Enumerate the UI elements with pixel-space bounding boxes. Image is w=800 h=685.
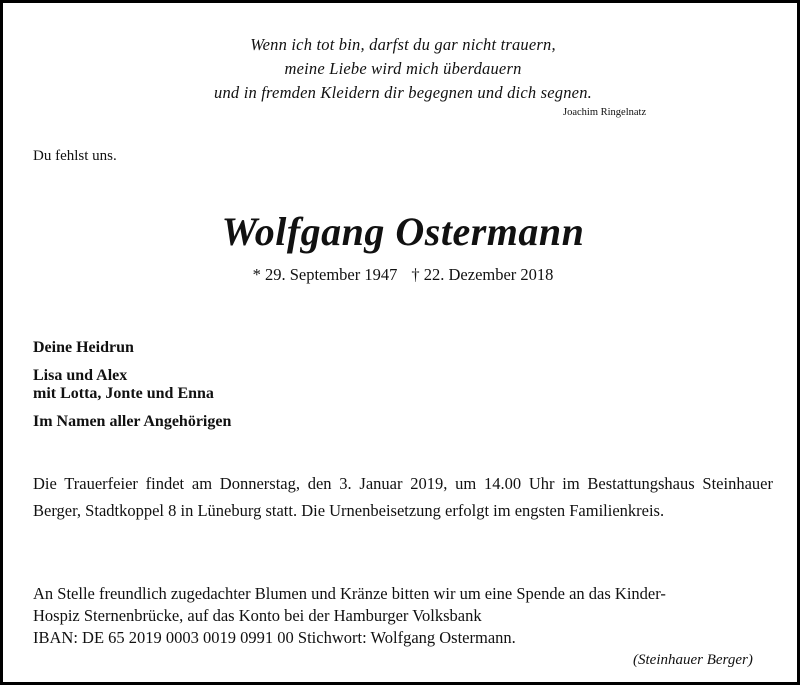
death-date: † 22. Dezember 2018 <box>411 265 554 284</box>
donation-line-3: IBAN: DE 65 2019 0003 0019 0991 00 Stichwort: Wolfgang Ostermann. <box>33 628 516 647</box>
mourner-family-line-1: Lisa und Alex <box>33 367 128 384</box>
funeral-notice: Die Trauerfeier findet am Donnerstag, den 3. Januar 2019, um 14.00 Uhr im Bestattungshaus Steinhauer Berger, Stadtkoppel 8 in Lüneburg statt. Die Urnenbeisetzung erfolgt im engsten Familienkreis. <box>33 474 773 520</box>
life-dates <box>3 265 800 285</box>
poem-author: Joachim Ringelnatz <box>563 107 647 118</box>
mourners-list <box>33 339 231 441</box>
mourner-spouse: Deine Heidrun <box>33 339 134 356</box>
poem-line-1: Wenn ich tot bin, darfst du gar nicht trauern, <box>250 35 556 54</box>
poem-line-2: meine Liebe wird mich überdauern <box>284 59 522 78</box>
funeral-home-logo: (Steinhauer Berger) <box>633 652 753 668</box>
deceased-name: Wolfgang Ostermann <box>221 209 585 254</box>
poem-line-3: und in fremden Kleidern dir begegnen und dich segnen. <box>214 83 592 102</box>
donation-line-2: Hospiz Sternenbrücke, auf das Konto bei der Hamburger Volksbank <box>33 606 482 625</box>
birth-date: * 29. September 1947 <box>252 265 398 284</box>
donation-request <box>33 583 773 649</box>
intro-text: Du fehlst uns. <box>33 148 117 164</box>
donation-line-1: An Stelle freundlich zugedachter Blumen und Kränze bitten wir um eine Spende an das Kinder- <box>33 584 666 603</box>
mourner-family-line-2: mit Lotta, Jonte und Enna <box>33 385 214 402</box>
poem <box>153 33 653 105</box>
mourner-relatives: Im Namen aller Angehörigen <box>33 413 232 430</box>
